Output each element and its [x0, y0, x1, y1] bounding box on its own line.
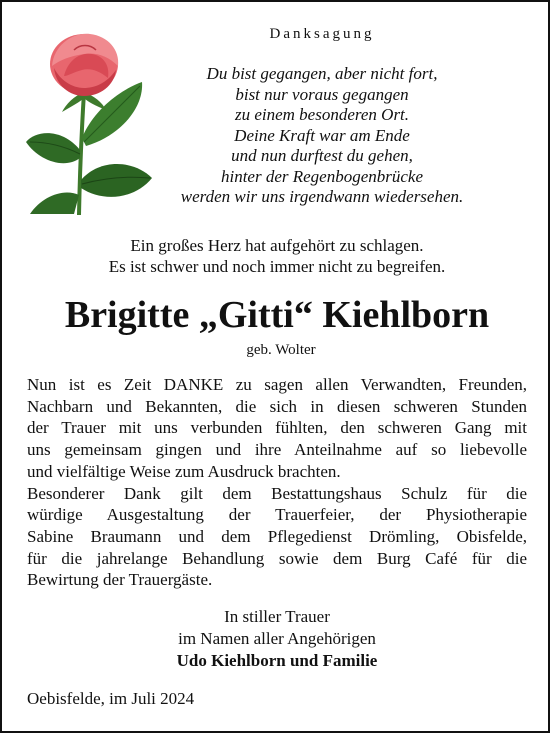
body-line: der Trauer mit uns verbunden fühlten, den schweren Gang mit — [27, 418, 527, 438]
body-line: Nun ist es Zeit DANKE zu sagen allen Verwandten, Freunden, — [27, 375, 527, 394]
closing-line: In stiller Trauer — [224, 607, 330, 626]
red-rose-icon — [24, 30, 154, 215]
body-line: uns gemeinsam gingen und ihre Anteilnahme auf so liebevolle — [27, 440, 527, 460]
poem-line: zu einem besonderen Ort. — [234, 105, 410, 124]
deceased-name: Brigitte „Gitti“ Kiehlborn — [64, 294, 490, 336]
body-line: würdige Ausgestaltung der Trauerfeier, der Physiotherapie — [27, 505, 527, 525]
intro-line: Es ist schwer und noch immer nicht zu begreifen. — [108, 257, 446, 276]
closing-block — [2, 606, 550, 672]
intro-line: Ein großes Herz hat aufgehört zu schlagen. — [130, 236, 424, 255]
birth-name: geb. Wolter — [246, 342, 316, 358]
body-line: Sabine Braumann und dem Pflegedienst Drömling, Obisfelde, — [27, 526, 527, 546]
signature: Udo Kiehlborn und Familie — [176, 651, 378, 670]
body-line: für die jahrelange Behandlung sowie dem Burg Café für die — [27, 548, 527, 568]
body-line: und vielfältige Weise zum Ausdruck brachten. — [27, 461, 341, 481]
closing-line: im Namen aller Angehörigen — [178, 629, 376, 648]
poem-line: Deine Kraft war am Ende — [234, 125, 410, 145]
page-title: Danksagung — [269, 26, 375, 42]
body-line: Besonderer Dank gilt dem Bestattungshaus Schulz für die — [27, 483, 527, 503]
poem-line: werden wir uns irgendwann wiedersehen. — [180, 187, 464, 206]
poem-line: Du bist gegangen, aber nicht fort, — [206, 64, 438, 83]
body-line: Bewirtung der Trauergäste. — [27, 570, 213, 590]
intro-text — [2, 235, 550, 277]
thanks-body — [27, 374, 527, 591]
place-date: Oebisfelde, im Juli 2024 — [27, 689, 195, 708]
poem-line: bist nur voraus gegangen — [235, 84, 409, 104]
body-line: Nachbarn und Bekannten, die sich in diesen schweren Stunden — [27, 396, 527, 416]
poem-line: hinter der Regenbogenbrücke — [220, 166, 424, 186]
poem — [152, 64, 492, 208]
poem-line: und nun durftest du gehen, — [231, 146, 413, 165]
